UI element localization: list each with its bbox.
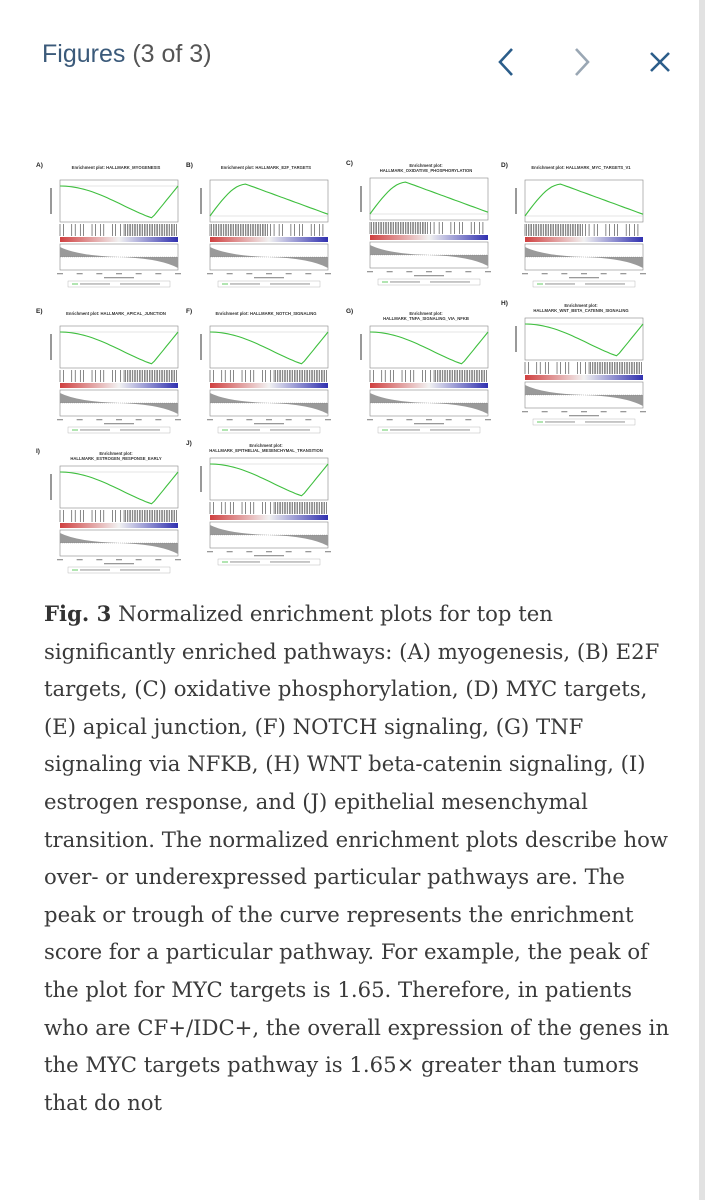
legend-text (270, 283, 310, 284)
enrichment-plot (511, 316, 651, 432)
x-axis-ticks (207, 419, 331, 420)
enrichment-plot (356, 324, 496, 440)
legend-text (80, 429, 110, 430)
gene-hit-ticks (60, 510, 176, 522)
enrichment-plot-panel (346, 160, 500, 304)
title-label: Figures (42, 40, 126, 68)
gene-hit-ticks (370, 222, 483, 234)
panel-title: Enrichment plot: HALLMARK_MYOGENESIS (71, 165, 161, 170)
legend-text (270, 429, 310, 430)
rank-color-band (210, 237, 328, 242)
gene-hit-ticks (210, 370, 326, 382)
legend-text (585, 421, 625, 422)
page-title (42, 40, 212, 69)
panel-letter: C) (346, 160, 353, 167)
y-axis-label (200, 188, 202, 214)
enrichment-plot-panel (36, 162, 190, 306)
rank-color-band (210, 383, 328, 388)
figure-image[interactable] (36, 150, 666, 575)
chevron-left-icon (495, 45, 517, 79)
enrichment-plot-panel (186, 162, 340, 306)
panel-letter: E) (36, 308, 43, 315)
panel-letter: G) (346, 308, 354, 315)
panel-letter: H) (501, 300, 508, 307)
close-button[interactable] (638, 38, 682, 86)
legend-text (585, 283, 625, 284)
enrichment-plot-panel (501, 300, 655, 444)
legend-text (120, 569, 160, 570)
legend-text (430, 429, 470, 430)
panel-title: Enrichment plot: HALLMARK_WNT_BETA_CATENIN_SIGNALING (533, 303, 629, 313)
panel-title: Enrichment plot: HALLMARK_E2F_TARGETS (220, 165, 312, 170)
x-axis-label (104, 277, 134, 278)
legend-text (390, 429, 420, 430)
next-figure-button[interactable] (560, 38, 604, 86)
gene-hit-ticks (525, 224, 638, 236)
x-axis-ticks (522, 273, 646, 274)
panel-title: Enrichment plot: HALLMARK_EPITHELIAL_MESENCHYMAL_TRANSITION (209, 443, 323, 453)
panel-letter: I) (36, 448, 40, 455)
figure-caption (44, 595, 670, 1121)
close-icon (647, 49, 673, 75)
chevron-right-icon (571, 45, 593, 79)
gene-hit-ticks (525, 362, 641, 374)
x-axis-label (104, 563, 134, 564)
rank-color-band (370, 235, 488, 240)
enrichment-score-axes (60, 466, 178, 508)
panel-letter: F) (186, 308, 193, 315)
y-axis-label (200, 334, 202, 360)
enrichment-plot-panel (36, 308, 193, 452)
enrichment-score-axes (525, 180, 643, 222)
rank-color-band (60, 237, 178, 242)
legend-text (120, 283, 160, 284)
y-axis-label (200, 466, 202, 492)
panel-title: Enrichment plot: HALLMARK_APICAL_JUNCTION (66, 311, 166, 316)
panel-letter: J) (186, 440, 192, 447)
enrichment-plot (196, 178, 336, 294)
enrichment-score-axes (60, 326, 178, 368)
x-axis-label (254, 277, 284, 278)
figure-viewer-header (0, 0, 699, 120)
y-axis-label (50, 474, 52, 500)
gene-hit-ticks (370, 370, 486, 382)
y-axis-label (50, 188, 52, 214)
enrichment-score-axes (525, 318, 643, 360)
x-axis-label (414, 275, 444, 276)
legend-text (545, 283, 575, 284)
gene-hit-ticks (210, 224, 323, 236)
x-axis-ticks (57, 419, 181, 420)
panel-letter: B) (186, 162, 193, 169)
enrichment-plot-panel (346, 308, 500, 452)
panel-letter: A) (36, 162, 43, 169)
panel-title: Enrichment plot: HALLMARK_TNFA_SIGNALING_VIA_NFKB (383, 311, 469, 321)
y-axis-label (360, 186, 362, 212)
enrichment-plot (356, 176, 496, 292)
x-axis-label (104, 423, 134, 424)
x-axis-label (414, 423, 444, 424)
rank-color-band (525, 237, 643, 242)
y-axis-label (360, 334, 362, 360)
enrichment-plot (46, 178, 186, 294)
legend-text (120, 429, 160, 430)
rank-color-band (210, 515, 328, 520)
y-axis-label (50, 334, 52, 360)
legend-text (230, 283, 260, 284)
enrichment-plot-panel (36, 448, 190, 592)
x-axis-ticks (522, 411, 646, 412)
enrichment-plot-panel (501, 162, 655, 306)
caption-text: Normalized enrichment plots for top ten significantly enriched pathways: (A) myogenesis, (B) E2F targets, (C) oxidative phosphorylation, (D) MYC targets, (E) apical junction, (F) NOTCH signaling, (G) TNF signaling via NFKB, (H) WNT beta-catenin signaling, (I) estrogen response, and (J) epithelial mesenchymal transition. The normalized enrichment plots describe how over- or underexpressed particular pathways are. The peak or trough of the curve represents the enrichment score for a particular pathway. For example, the peak of the plot for MYC targets is 1.65. Therefore, in patients who are CF+/IDC+, the overall expression of the genes in the MYC targets pathway is 1.65× greater than tumors that do not (44, 601, 670, 1115)
x-axis-ticks (207, 273, 331, 274)
y-axis-label (515, 188, 517, 214)
rank-color-band (60, 523, 178, 528)
panel-title: Enrichment plot: HALLMARK_ESTROGEN_RESPONSE_EARLY (70, 451, 162, 461)
enrichment-score-axes (210, 180, 328, 222)
enrichment-score-axes (210, 326, 328, 368)
x-axis-label (569, 277, 599, 278)
y-axis-label (515, 326, 517, 352)
enrichment-score-axes (370, 178, 488, 220)
enrichment-plot (46, 464, 186, 580)
legend-text (545, 421, 575, 422)
panel-title: Enrichment plot: HALLMARK_OXIDATIVE_PHOSPHORYLATION (379, 163, 473, 173)
enrichment-plot-panel (186, 440, 340, 584)
x-axis-ticks (367, 419, 491, 420)
x-axis-label (254, 423, 284, 424)
figure-count: (3 of 3) (132, 40, 212, 68)
enrichment-plot (196, 456, 336, 572)
gene-hit-ticks (60, 224, 176, 236)
legend-text (390, 281, 420, 282)
gene-hit-ticks (210, 502, 326, 514)
panel-title: Enrichment plot: HALLMARK_MYC_TARGETS_V1 (531, 165, 631, 170)
x-axis-ticks (57, 559, 181, 560)
enrichment-plot (196, 324, 336, 440)
enrichment-plot-panel (186, 308, 340, 452)
legend-text (230, 429, 260, 430)
legend-text (230, 561, 260, 562)
legend-text (430, 281, 470, 282)
x-axis-ticks (207, 551, 331, 552)
gene-hit-ticks (60, 370, 176, 382)
rank-color-band (60, 383, 178, 388)
panel-title: Enrichment plot: HALLMARK_NOTCH_SIGNALING (215, 311, 317, 316)
legend-text (80, 569, 110, 570)
rank-color-band (370, 383, 488, 388)
scroll-edge (699, 0, 705, 1200)
enrichment-score-axes (210, 458, 328, 500)
previous-figure-button[interactable] (484, 38, 528, 86)
legend-text (80, 283, 110, 284)
rank-color-band (525, 375, 643, 380)
legend-text (270, 561, 310, 562)
enrichment-plot (46, 324, 186, 440)
enrichment-plot (511, 178, 651, 294)
x-axis-label (569, 415, 599, 416)
caption-label: Fig. 3 (44, 601, 112, 626)
x-axis-ticks (57, 273, 181, 274)
enrichment-score-axes (370, 326, 488, 368)
x-axis-label (254, 555, 284, 556)
panel-letter: D) (501, 162, 508, 169)
x-axis-ticks (367, 271, 491, 272)
enrichment-score-axes (60, 180, 178, 222)
